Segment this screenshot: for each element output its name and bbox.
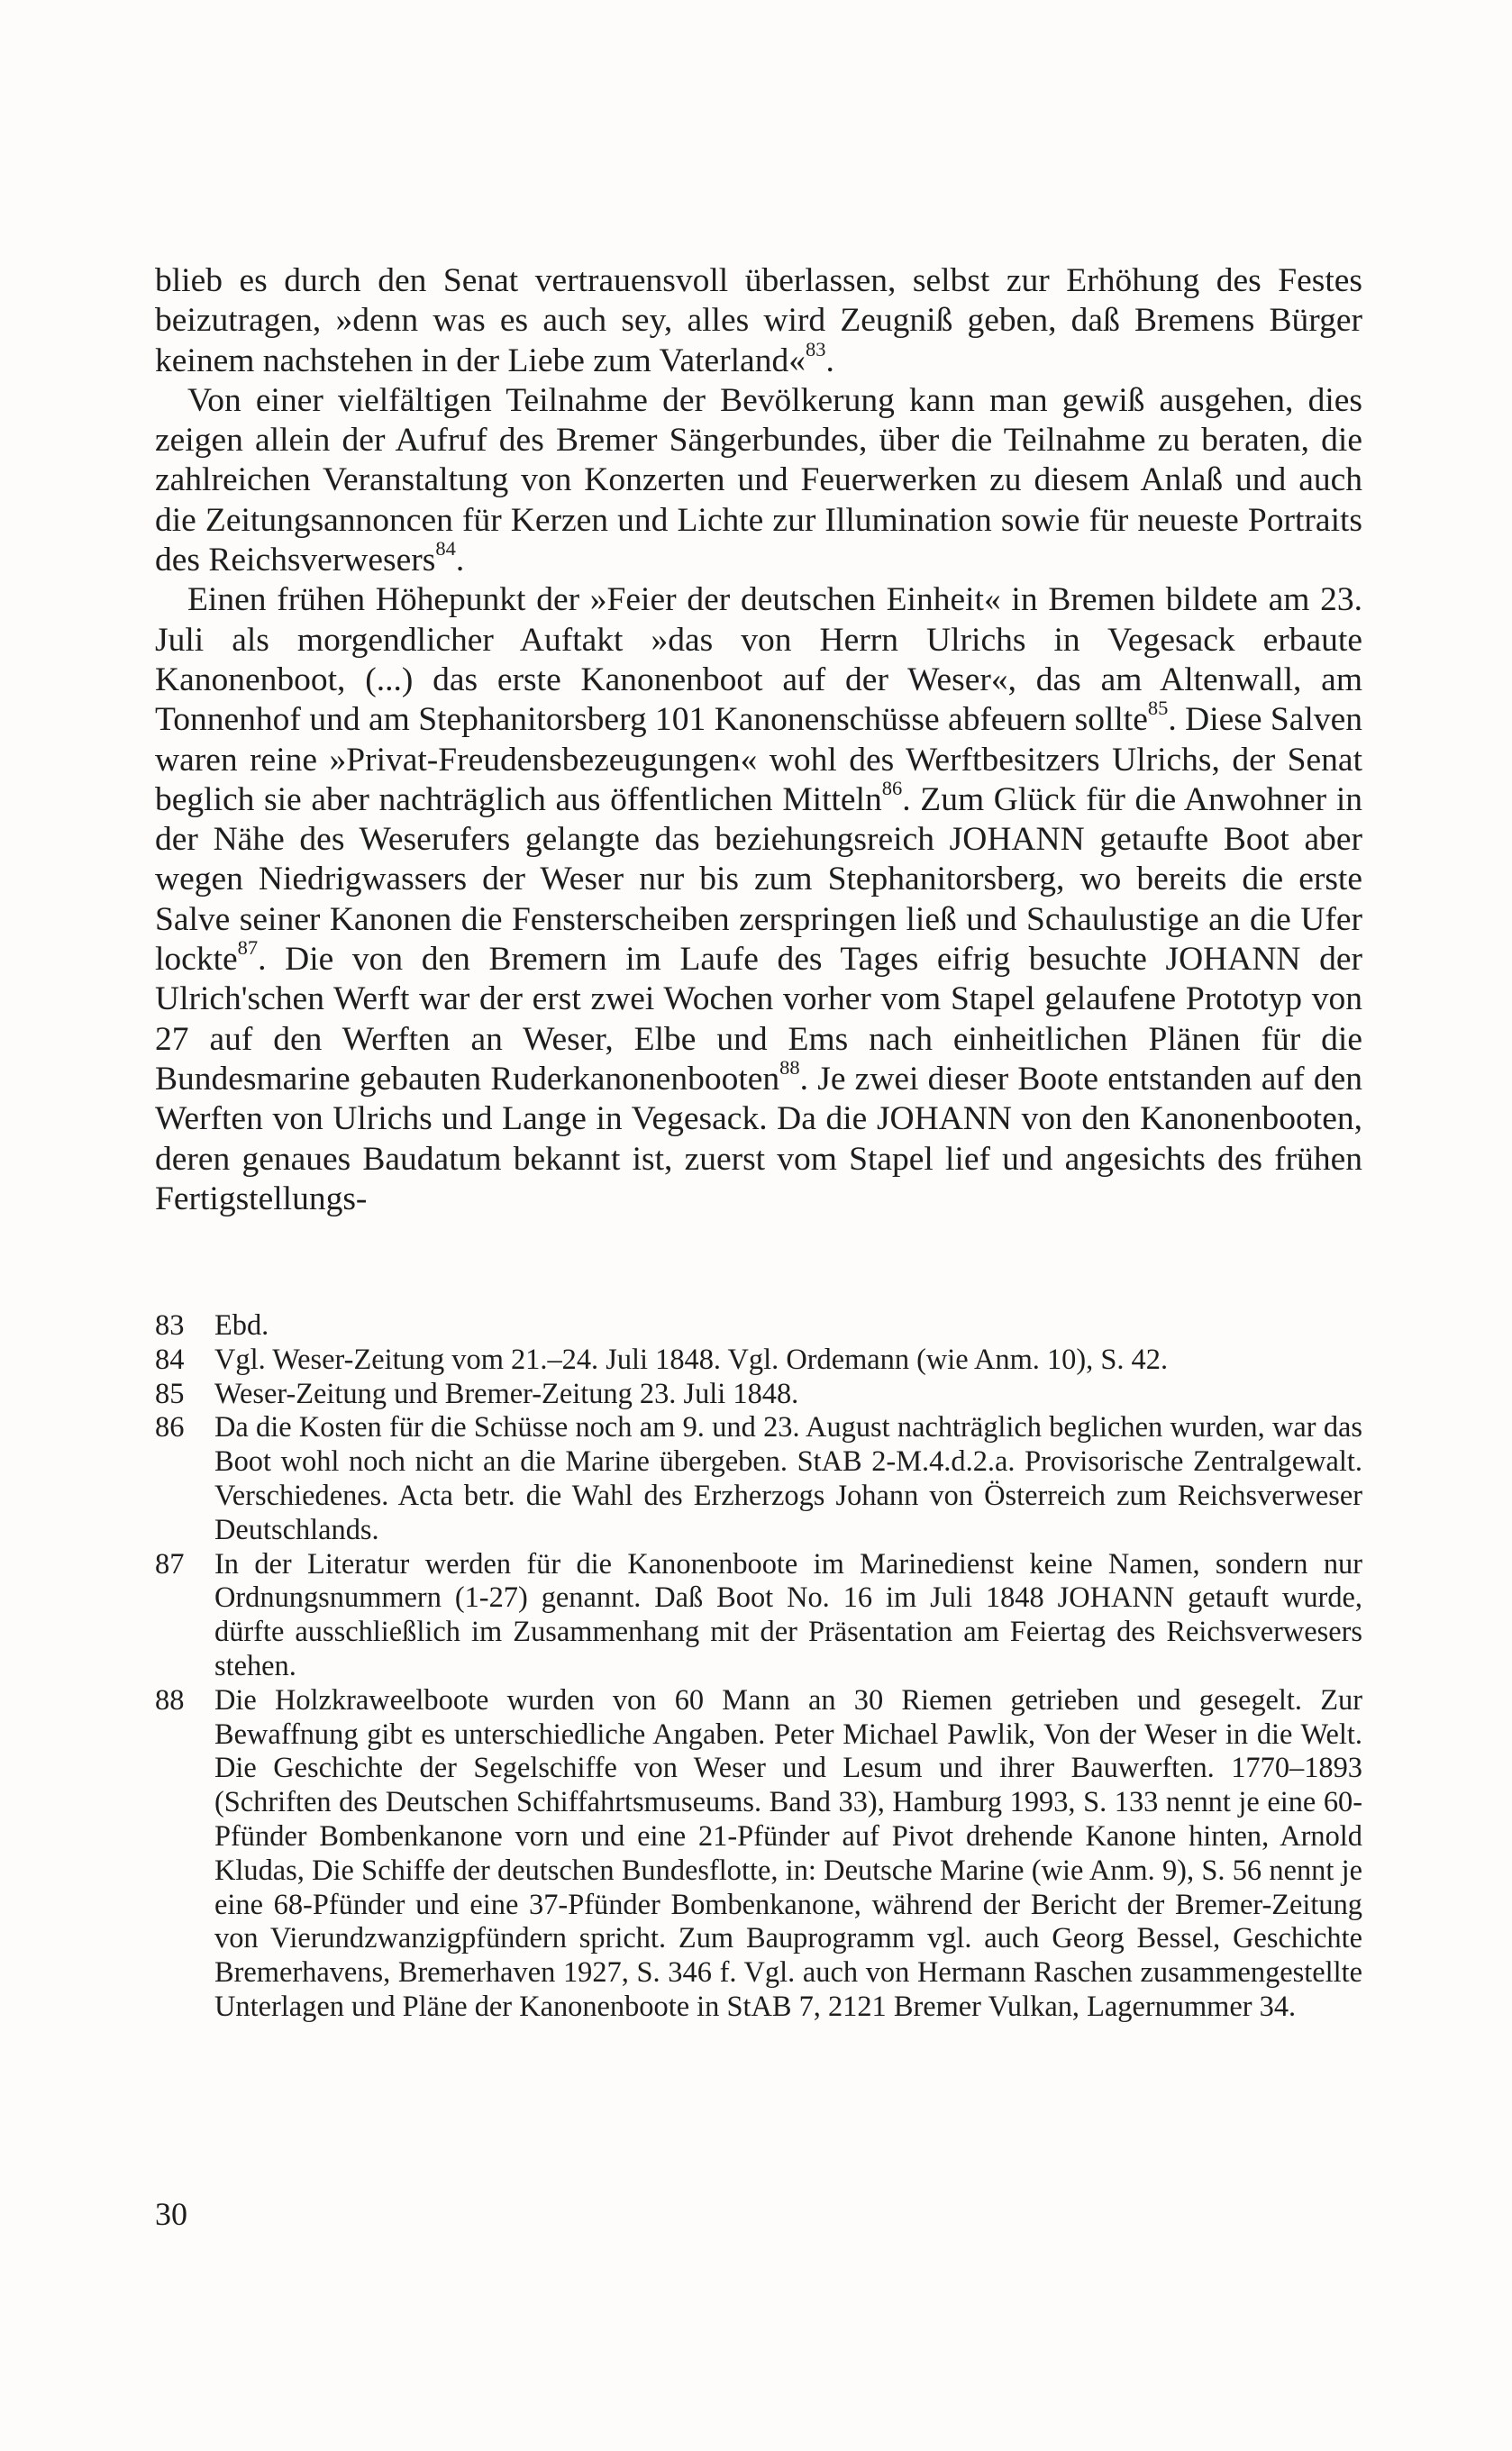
footnote-text: Die Holzkraweelboote wurden von 60 Mann an 30 Riemen getrieben und gesegelt. Zur Bewaffnung gibt es unterschiedliche Angaben. Peter Michael Pawlik, Von der Weser in die Welt. Die Geschichte der Segelschiffe von Weser und Lesum und ihrer Bauwerften. 1770–1893 (Schriften des Deutschen Schiffahrtsmuseums. Band 33), Hamburg 1993, S. 133 nennt je eine 60-Pfünder Bombenkanone vorn und eine 21-Pfünder auf Pivot drehende Kanone hinten, Arnold Kludas, Die Schiffe der deutschen Bundesflotte, in: Deutsche Marine (wie Anm. 9), S. 56 nennt je eine 68-Pfünder und eine 37-Pfünder Bombenkanone, während der Bericht der Bremer-Zeitung von Vierundzwanzigpfündern spricht. Zum Bauprogramm vgl. auch Georg Bessel, Geschichte Bremerhavens, Bremerhaven 1927, S. 346 f. Vgl. auch von Hermann Raschen zusammengestellte Unterlagen und Pläne der Kanonenboote in StAB 7, 2121 Bremer Vulkan, Lagernummer 34.: [214, 1683, 1362, 2023]
footnote-reference: 88: [779, 1056, 800, 1080]
body-paragraph: [155, 381, 1362, 580]
page-number: 30: [155, 2196, 187, 2232]
text-segment: .: [825, 342, 834, 379]
footnote: [155, 1684, 1362, 2025]
footnote-number: 86: [155, 1411, 185, 1444]
body-paragraph: [155, 580, 1362, 1219]
footnote-text: Weser-Zeitung und Bremer-Zeitung 23. Juli 1848.: [214, 1377, 799, 1410]
footnote: [155, 1344, 1362, 1378]
footnote-text: Ebd.: [214, 1309, 269, 1342]
text-segment: . Diese Salven waren reine »Privat-Freudensbezeugungen« wohl des Werftbesitzers Ulrichs, der Senat beglich sie aber nachträglich aus öffentlichen Mitteln: [155, 701, 1362, 818]
text-segment: . Die von den Bremern im Laufe des Tages eifrig besuchte JOHANN der Ulrich'schen Werft war der erst zwei Wochen vorher vom Stapel gelaufene Prototyp von 27 auf den Werften an Weser, Elbe und Ems nach einheitlichen Plänen für die Bundesmarine gebauten Ruderkanonenbooten: [155, 941, 1362, 1098]
footnote-number: 85: [155, 1377, 185, 1410]
text-segment: blieb es durch den Senat vertrauensvoll überlassen, selbst zur Erhöhung des Festes beizutragen, »denn was es auch sey, alles wird Zeugniß geben, daß Bremens Bürger keinem nachstehen in der Liebe zum Vaterland«: [155, 262, 1362, 379]
footnote: [155, 1548, 1362, 1684]
footnote-text: In der Literatur werden für die Kanonenboote im Marinedienst keine Namen, sondern nur Ordnungsnummern (1-27) genannt. Daß Boot No. 16 im Juli 1848 JOHANN getauft wurde, dürfte ausschließlich im Zusammenhang mit der Präsentation am Feiertag des Reichsverwesers stehen.: [214, 1547, 1362, 1682]
body-text: [155, 261, 1362, 1219]
text-segment: . Je zwei dieser Boote entstanden auf den Werften von Ulrichs und Lange in Vegesack. Da die JOHANN von den Kanonenbooten, deren genaues Baudatum bekannt ist, zuerst vom Stapel lief und angesichts des frühen Fertigstellungs-: [155, 1060, 1363, 1217]
footnote-text: Da die Kosten für die Schüsse noch am 9. und 23. August nachträglich beglichen wurden, war das Boot wohl noch nicht an die Marine übergeben. StAB 2-M.4.d.2.a. Provisorische Zentralgewalt. Verschiedenes. Acta betr. die Wahl des Erzherzogs Johann von Österreich zum Reichsverweser Deutschlands.: [214, 1411, 1362, 1546]
footnote: [155, 1411, 1362, 1547]
footnotes: [155, 1309, 1362, 2025]
body-paragraph: [155, 261, 1362, 381]
footnote-number: 88: [155, 1683, 185, 1717]
footnote-reference: 87: [237, 936, 259, 960]
footnote-reference: 85: [1147, 697, 1169, 720]
footnote-number: 84: [155, 1343, 185, 1376]
footnote-number: 87: [155, 1547, 185, 1581]
footnote-reference: 84: [435, 537, 456, 560]
footnote-reference: 86: [881, 776, 903, 799]
text-segment: Einen frühen Höhepunkt der »Feier der deutschen Einheit« in Bremen bildete am 23. Juli als morgendlicher Auftakt »das von Herrn Ulrichs in Vegesack erbaute Kanonenboot, (...) das erste Kanonenboot auf der Weser«, das am Altenwall, am Tonnenhof und am Stephanitorsberg 101 Kanonenschüsse abfeuern sollte: [155, 581, 1362, 739]
text-segment: Von einer vielfältigen Teilnahme der Bevölkerung kann man gewiß ausgehen, dies zeigen allein der Aufruf des Bremer Sängerbundes, über die Teilnahme zu beraten, die zahlreichen Veranstaltung von Konzerten und Feuerwerken zu diesem Anlaß und auch die Zeitungsannoncen für Kerzen und Lichte zur Illumination sowie für neueste Portraits des Reichsverwesers: [155, 381, 1362, 579]
footnote-number: 83: [155, 1309, 185, 1342]
footnote-text: Vgl. Weser-Zeitung vom 21.–24. Juli 1848. Vgl. Ordemann (wie Anm. 10), S. 42.: [214, 1343, 1169, 1376]
footnote-reference: 83: [805, 337, 826, 360]
footnote: [155, 1378, 1362, 1412]
text-segment: .: [455, 542, 465, 579]
footnote: [155, 1309, 1362, 1344]
text-segment: . Zum Glück für die Anwohner in der Nähe des Weserufers gelangte das beziehungsreich JOHANN getaufte Boot aber wegen Niedrigwassers der Weser nur bis zum Stephanitorsberg, wo bereits die erste Salve seiner Kanonen die Fensterscheiben zerspringen ließ und Schaulustige an die Ufer lockte: [155, 780, 1362, 979]
